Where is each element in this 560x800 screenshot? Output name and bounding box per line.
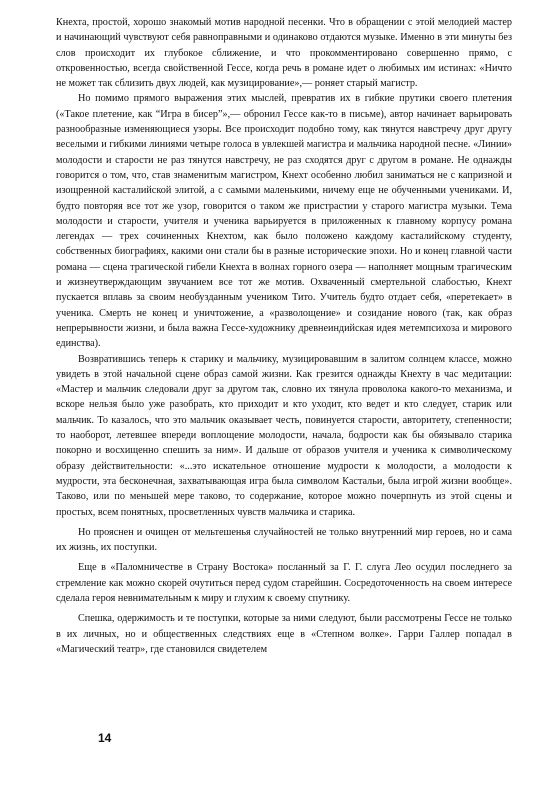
paragraph: Возвратившись теперь к старику и мальчику, музицировавшим в залитом солнцем классе, можно увидеть в этой начальной сцене образ самой жизни. Как грезится однажды Кнехту в час медитации: «Мастер и мальчик следовали друг за другом так, словно их тянула проволока какого-то механизма, и вскоре нельзя было уже разобрать, кто приходит и кто уходит, кто ведет и кто следует, старик или мальчик. То казалось, что это мальчик оказывает честь, повинуется старости, авторитету, степенности; то наоборот, летевшее впереди воплощение молодости, начала, бодрости как бы обязывало старика покорно и восхищенно спешить за ним». И дальше от образов учителя и ученика к символическому образу действительности: «...это искательное отношение мудрости к молодости, а молодости к мудрости, эта бесконечная, захватывающая игра была символом Кастальи, была игрой жизни вообще». Таково, или по меньшей мере таково, то содержание, которое можно почерпнуть из этой сцены и простых, всем понятных, просветленных чувств мальчика и старика.: [56, 353, 512, 518]
paragraph: Еще в «Паломничестве в Страну Востока» посланный за Г. Г. слуга Лео осудил последнего за стремление как можно скорей очутиться перед судом старейшин. Сосредоточенность на своем интересе сделала героя невнимательным к миру и глухим к своему спутнику.: [56, 562, 512, 604]
page-number: 14: [98, 731, 112, 745]
paragraph: Спешка, одержимость и те поступки, которые за ними следуют, были рассмотрены Гессе не только в их личных, но и общественных следствиях еще в «Степном волке». Гарри Галлер попадал в «Магический театр», где становился свидетелем: [56, 613, 512, 655]
paragraph: Но прояснен и очищен от мельтешенья случайностей не только внутренний мир героев, но и сама их жизнь, их поступки.: [56, 526, 512, 554]
paragraph: Кнехта, простой, хорошо знакомый мотив народной песенки. Что в обращении с этой мелодией мастер и начинающий чувствуют себя равноправными и одинаково отдаются музыке. Именно в эти минуты без слов происходит их глубокое сближение, и что прокомментировано совершенно прямо, с откровенностью, всегда свойственной Гессе, когда речь в романе идет о любимых им истинах: «Ничто не может так сблизить двух людей, как музицирование»,— роняет старый магистр.: [56, 17, 512, 90]
body-text: [56, 15, 512, 657]
paragraph: Но помимо прямого выражения этих мыслей, превратив их в гибкие прутики своего плетения («Такое плетение, как “Игра в бисер”»,— обронил Гессе как-то в письме), автор начинает варьировать разнообразные изменяющиеся узоры. Все происходит подобно тому, как тянутся навстречу друг другу веселыми и гибкими линиями четыре голоса в увлекшей магистра и мальчика народной песне. «Линии» молодости и старости не раз тянутся навстречу, не раз сходятся друг с другом в романе. Не однажды говорится о том, что, став знаменитым магистром, Кнехт особенно любил заниматься не с капризной и изощренной касталийской элитой, а с самыми маленькими, ничему еще не обученными учениками. И, будто повторяя все тот же узор, говорится о таком же пристрастии у старого магистра музыки. Тема молодости и старости, учителя и ученика варьируется в приложенных к главному корпусу романа легендах — трех сочиненных Кнехтом, как было положено каждому касталийскому студенту, собственных биографиях, какими они стали бы в разные исторические эпохи. Но и конец главной части романа — сцена трагической гибели Кнехта в волнах горного озера — наполняет мощным трагическим и жизнеутверждающим звучанием все тот же мотив. Охваченный смертельной слабостью, Кнехт пускается вплавь за своим необузданным учеником Тито. Учитель будто отдает себя, «перетекает» в ученика. Смерть не конец и уничтожение, а «разволощение» и созидание нового (так, как образ непрерывности жизни, и была важна Гессе-художнику древнеиндийская идея метемпсихоза и мирового единства).: [56, 93, 512, 350]
